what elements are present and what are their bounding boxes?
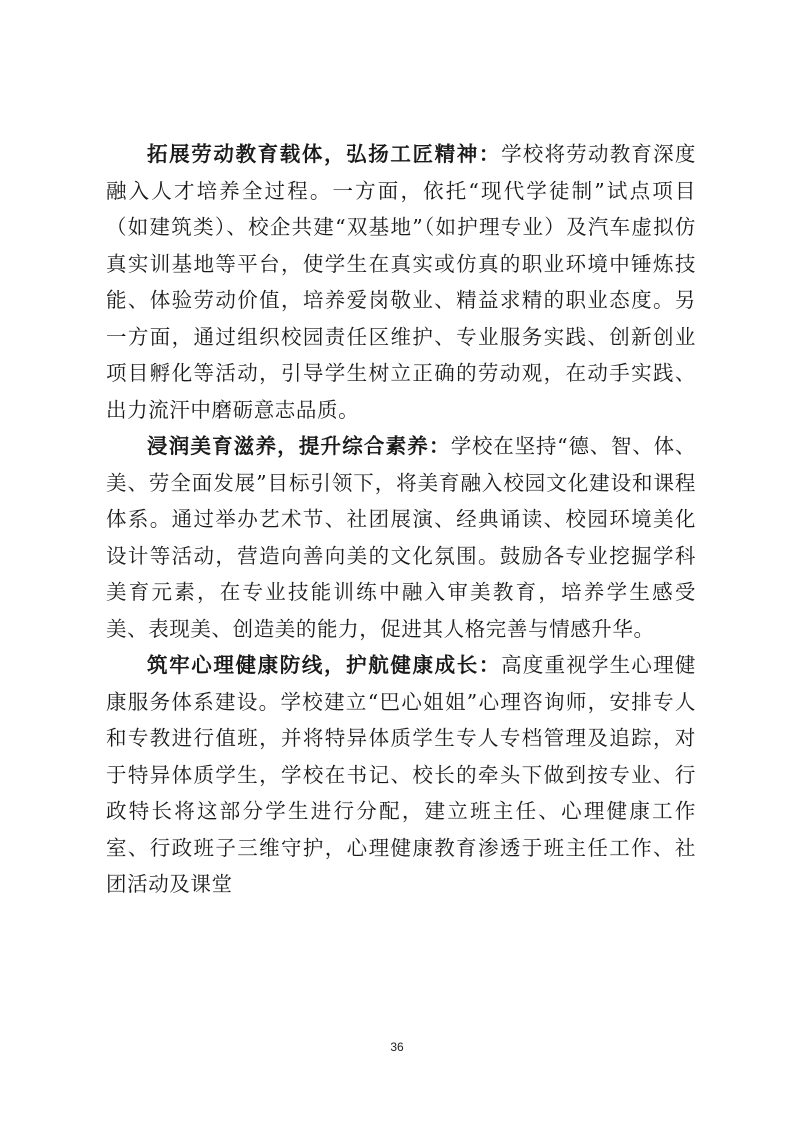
paragraph-text: 学校在坚持“德、智、体、美、劳全面发展”目标引领下，将美育融入校园文化建设和课程体系。通过举办艺术节、社团展演、经典诵读、校园环境美化设计等活动，营造向善向美的文化氛围。鼓励各专业挖掘学科美育元素，在专业技能训练中融入审美教育，培养学生感受美、表现美、创造美的能力，促进其人格完善与情感升华。 <box>106 434 697 641</box>
paragraph-aesthetic-education <box>106 428 696 647</box>
paragraph-text: 学校将劳动教育深度融入人才培养全过程。一方面，依托“现代学徒制”试点项目（如建筑类）、校企共建“双基地”（如护理专业）及汽车虚拟仿真实训基地等平台，使学生在真实或仿真的职业环境中锤炼技能、体验劳动价值，培养爱岗敬业、精益求精的职业态度。另一方面，通过组织校园责任区维护、专业服务实践、创新创业项目孵化等活动，引导学生树立正确的劳动观，在动手实践、出力流汗中磨砺意志品质。 <box>106 142 696 422</box>
paragraph-heading: 筑牢心理健康防线，护航健康成长： <box>147 653 502 677</box>
paragraph-mental-health <box>106 647 696 903</box>
paragraph-text: 高度重视学生心理健康服务体系建设。学校建立“巴心姐姐”心理咨询师，安排专人和专教进行值班，并将特异体质学生专人专档管理及追踪，对于特异体质学生，学校在书记、校长的牵头下做到按专业、行政特长将这部分学生进行分配，建立班主任、心理健康工作室、行政班子三维守护，心理健康教育渗透于班主任工作、社团活动及课堂 <box>106 653 696 896</box>
paragraph-labor-education <box>106 136 696 428</box>
page-number: 36 <box>390 1040 404 1054</box>
paragraph-heading: 拓展劳动教育载体，弘扬工匠精神： <box>147 142 502 166</box>
document-body <box>106 136 696 903</box>
paragraph-heading: 浸润美育滋养，提升综合素养： <box>147 434 451 458</box>
